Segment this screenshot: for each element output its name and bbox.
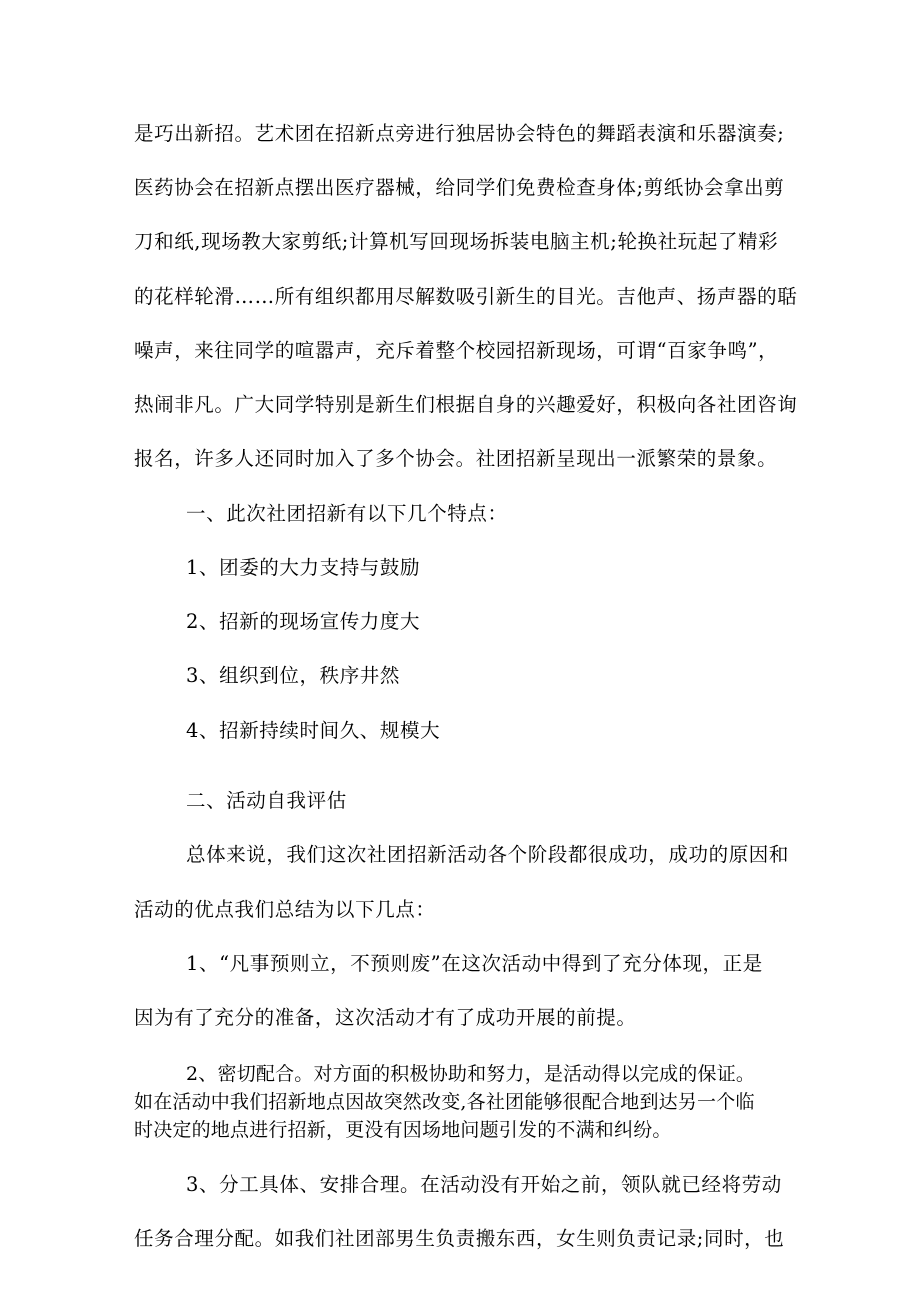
feature-item: 4、招新持续时间久、规模大 (186, 719, 441, 742)
paragraph-line: 医药协会在招新点摆出医疗器械，给同学们免费检查身体;剪纸协会拿出剪 (134, 176, 785, 199)
section-heading-evaluation: 二、活动自我评估 (186, 789, 347, 812)
point-1-line: 1、“凡事预则立，不预则废”在这次活动中得到了充分体现，正是 (186, 952, 763, 975)
point-3-line: 3、分工具体、安排合理。在活动没有开始之前，领队就已经将劳动 (186, 1173, 782, 1196)
paragraph-line: 是巧出新招。艺术团在招新点旁进行独居协会特色的舞蹈表演和乐器演奏; (134, 122, 785, 145)
point-2-line: 2、密切配合。对方面的积极协助和努力，是活动得以完成的保证。 (186, 1063, 756, 1085)
paragraph-line: 报名，许多人还同时加入了多个协会。社团招新呈现出一派繁荣的景象。 (134, 447, 778, 470)
paragraph-line: 噪声，来往同学的喧嚣声，充斥着整个校园招新现场，可谓“百家争鸣”， (134, 339, 779, 362)
point-2-line: 如在活动中我们招新地点因故突然改变,各社团能够很配合地到达另一个临 (134, 1091, 755, 1113)
feature-item: 3、组织到位，秩序井然 (186, 664, 401, 687)
point-1-line: 因为有了充分的准备，这次活动才有了成功开展的前提。 (134, 1006, 637, 1029)
summary-line: 活动的优点我们总结为以下几点： (134, 898, 436, 921)
paragraph-line: 的花样轮滑……所有组织都用尽解数吸引新生的目光。吉他声、扬声器的聒 (134, 285, 798, 308)
summary-line: 总体来说，我们这次社团招新活动各个阶段都很成功，成功的原因和 (186, 843, 790, 866)
point-2-line: 时决定的地点进行招新，更没有因场地问题引发的不满和纠纷。 (134, 1119, 672, 1141)
point-3-line: 任务合理分配。如我们社团部男生负责搬东西，女生则负责记录;同时，也 (134, 1227, 785, 1250)
paragraph-line: 刀和纸,现场教大家剪纸;计算机写回现场拆装电脑主机;轮换社玩起了精彩 (134, 230, 779, 253)
feature-item: 1、团委的大力支持与鼓励 (186, 556, 421, 579)
paragraph-line: 热闹非凡。广大同学特别是新生们根据自身的兴趣爱好，积极向各社团咨询 (134, 393, 798, 416)
section-heading-features: 一、此次社团招新有以下几个特点： (186, 502, 508, 525)
feature-item: 2、招新的现场宣传力度大 (186, 610, 421, 633)
